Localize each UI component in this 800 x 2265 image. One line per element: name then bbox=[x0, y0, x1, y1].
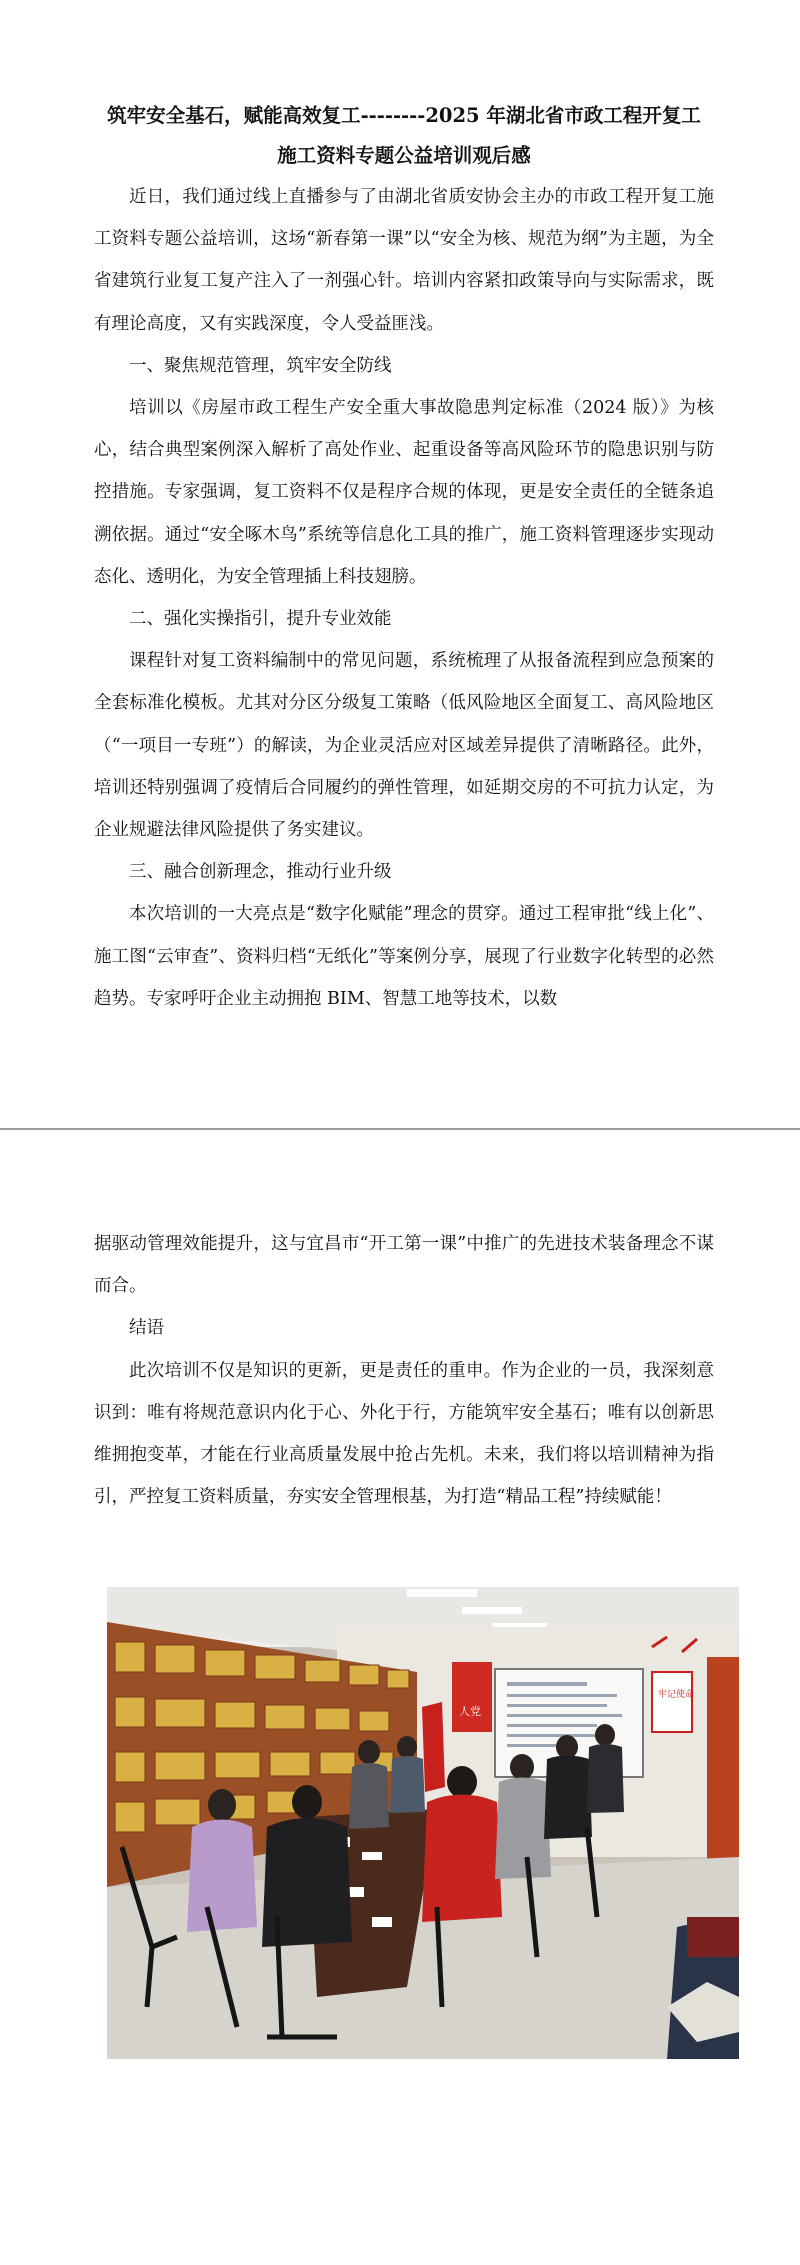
document-page-2 bbox=[0, 1130, 800, 2265]
title-line-1: 筑牢安全基石，赋能高效复工--------2025 年湖北省市政工程开复工 bbox=[107, 104, 701, 127]
conclusion-heading: 结语 bbox=[129, 1318, 164, 1339]
document-page-1 bbox=[0, 0, 800, 1128]
intro-paragraph: 近日，我们通过线上直播参与了由湖北省质安协会主办的市政工程开复工施工资料专题公益培训，这场“新春第一课”以“安全为核、规范为纲”为主题，为全省建筑行业复工复产注入了一剂强心针。培训内容紧扣政策导向与实际需求，既有理论高度，又有实践深度，令人受益匪浅。 bbox=[94, 187, 714, 334]
document-title bbox=[94, 96, 714, 176]
title-line-2: 施工资料专题公益培训观后感 bbox=[277, 144, 531, 167]
conclusion-body: 此次培训不仅是知识的更新，更是责任的重申。作为企业的一员，我深刻意识到：唯有将规范意识内化于心、外化于行，方能筑牢安全基石；唯有以创新思维拥抱变革，才能在行业高质量发展中抢占先机。未来，我们将以培训精神为指引，严控复工资料质量，夯实安全管理根基，为打造“精品工程”持续赋能！ bbox=[94, 1360, 714, 1508]
section-3-body-part-2: 据驱动管理效能提升，这与宜昌市“开工第一课”中推广的先进技术装备理念不谋而合。 bbox=[94, 1234, 714, 1297]
training-session-photo bbox=[107, 1587, 739, 2059]
section-2-heading: 二、强化实操指引，提升专业效能 bbox=[129, 609, 392, 630]
page-1-content bbox=[94, 96, 714, 1020]
section-1-heading: 一、聚焦规范管理，筑牢安全防线 bbox=[129, 355, 392, 376]
section-3-body-part-1: 本次培训的一大亮点是“数字化赋能”理念的贯穿。通过工程审批“线上化”、施工图“云审查”、资料归档“无纸化”等案例分享，展现了行业数字化转型的必然趋势。专家呼吁企业主动拥抱 BIM、智慧工地等技术，以数 bbox=[94, 904, 714, 1009]
section-1-body: 培训以《房屋市政工程生产安全重大事故隐患判定标准（2024 版）》为核心，结合典型案例深入解析了高处作业、起重设备等高风险环节的隐患识别与防控措施。专家强调，复工资料不仅是程序合规的体现，更是安全责任的全链条追溯依据。通过“安全啄木鸟”系统等信息化工具的推广，施工资料管理逐步实现动态化、透明化，为安全管理插上科技翅膀。 bbox=[94, 398, 714, 587]
section-3-heading: 三、融合创新理念，推动行业升级 bbox=[129, 862, 392, 883]
section-2-body: 课程针对复工资料编制中的常见问题，系统梳理了从报备流程到应急预案的全套标准化模板。尤其对分区分级复工策略（低风险地区全面复工、高风险地区（“一项目一专班”）的解读，为企业灵活应对区域差异提供了清晰路径。此外，培训还特别强调了疫情后合同履约的弹性管理，如延期交房的不可抗力认定，为企业规避法律风险提供了务实建议。 bbox=[94, 651, 714, 841]
svg-text:人党: 人党 bbox=[459, 1705, 481, 1718]
page-2-content bbox=[94, 1223, 714, 1518]
svg-text:牢记使命: 牢记使命 bbox=[658, 1690, 695, 1700]
